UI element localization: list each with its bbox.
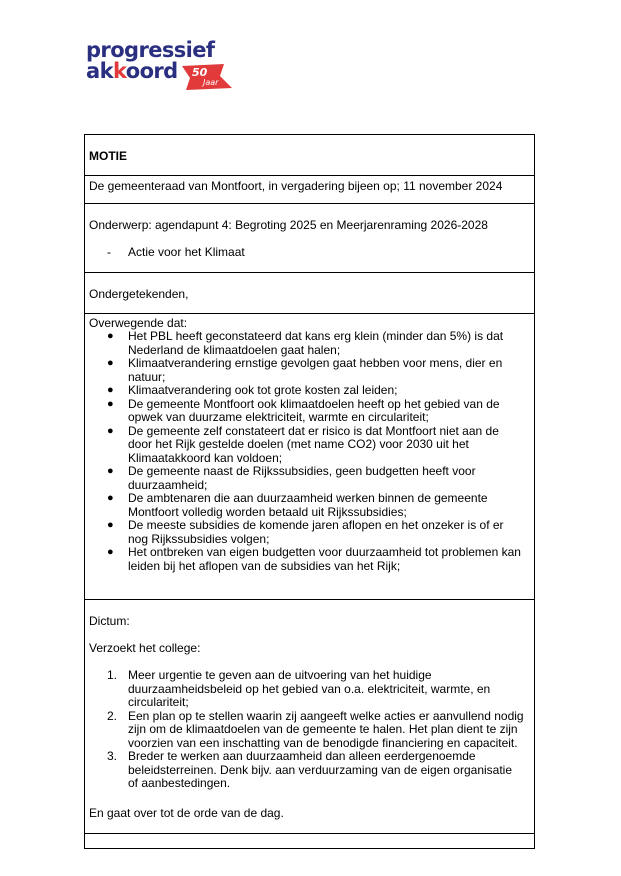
consideration-text: De meeste subsidies de komende jaren aflopen en het onzeker is of er nog Rijkssubsidies volgen; (128, 518, 504, 546)
subject-bullet-marker: - (107, 245, 111, 259)
considering-heading: Overwegende dat: (89, 316, 188, 330)
logo-text-oord: oord (125, 59, 178, 83)
consideration-text: De ambtenaren die aan duurzaamheid werken binnen de gemeente Montfoort volledig worden betaald uit Rijkssubsidies; (128, 491, 488, 519)
logo-text-red-k: k (112, 59, 126, 83)
requests-list (85, 669, 525, 791)
list-item (85, 519, 525, 546)
logo-text-gressief: gressief (124, 38, 215, 62)
request-number: 2. (107, 708, 118, 723)
logo-text-pro: pro (86, 38, 125, 62)
dictum-heading: Dictum: (89, 614, 130, 628)
consideration-text: Het ontbreken van eigen budgetten voor duurzaamheid tot problemen kan leiden bij het aflopen van de subsidies van het Rijk; (128, 545, 521, 573)
list-item (85, 384, 525, 398)
request-text: Een plan op te stellen waarin zij aangeeft welke acties er aanvullend nodig zijn om de klimaatdoelen van de gemeente te halen. Het plan dient te zijn voorzien van een inschatting van de benodigde financiering en capaciteit. (128, 708, 524, 750)
closing-text: En gaat over tot de orde van de dag. (89, 806, 284, 820)
consideration-text: Klimaatverandering ernstige gevolgen gaat hebben voor mens, dier en natuur; (128, 356, 503, 384)
subject-text: Onderwerp: agendapunt 4: Begroting 2025 en Meerjarenraming 2026-2028 (89, 218, 488, 232)
consideration-text: Klimaatverandering ook tot grote kosten zal leiden; (128, 383, 398, 397)
bullet-icon: ● (107, 546, 114, 558)
logo-text-ak: ak (86, 59, 113, 83)
bullet-icon: ● (107, 424, 114, 437)
considerations-row (85, 314, 534, 600)
title-row (85, 135, 534, 176)
list-item (85, 398, 525, 425)
bullet-icon: ● (107, 492, 114, 504)
requests-heading: Verzoekt het college: (89, 641, 201, 655)
subject-row (85, 204, 534, 273)
list-item (85, 465, 525, 492)
empty-row (85, 834, 534, 850)
list-item (85, 669, 525, 710)
logo-line-1 (86, 40, 214, 61)
request-number: 3. (107, 749, 118, 763)
list-item (85, 492, 525, 519)
bullet-icon: ● (107, 519, 114, 531)
signed-text: Ondergetekenden, (89, 287, 189, 301)
bullet-icon: ● (107, 357, 114, 369)
considerations-list (85, 330, 525, 573)
bullet-icon: ● (107, 330, 114, 342)
list-item (85, 330, 525, 357)
request-text: Meer urgentie te geven aan de uitvoering van het huidige duurzaamheidsbeleid op het gebied van o.a. elektriciteit, warmte, en circulariteit; (128, 668, 491, 709)
consideration-text: De gemeente naast de Rijkssubsidies, geen budgetten heeft voor duurzaamheid; (128, 464, 476, 492)
list-item (85, 546, 525, 573)
list-item (85, 750, 525, 791)
consideration-text: De gemeente zelf constateert dat er risico is dat Montfoort niet aan de door het Rijk gestelde doelen (met name CO2) voor 2030 uit het Klimaatakkoord kan voldoen; (128, 423, 499, 465)
motion-title: MOTIE (89, 149, 127, 163)
consideration-text: De gemeente Montfoort ook klimaatdoelen heeft op het gebied van de opwek van duurzame elektriciteit, warmte en circulariteit; (128, 396, 500, 424)
request-text: Breder te werken aan duurzaamheid dan alleen eerdergenoemde beleidsterreinen. Denk bijv. aan verduurzaming van de eigen organisatie of aanbestedingen. (128, 749, 513, 790)
bullet-icon: ● (107, 384, 114, 396)
party-logo (86, 38, 236, 94)
signed-row (85, 273, 534, 314)
consideration-text: Het PBL heeft geconstateerd dat kans erg klein (minder dan 5%) is dat Nederland de klimaatdoelen gaat halen; (128, 329, 504, 357)
list-item (85, 425, 525, 466)
motion-table (84, 134, 535, 849)
council-row (85, 176, 534, 204)
dictum-row (85, 600, 534, 834)
bullet-icon: ● (107, 465, 114, 477)
council-line: De gemeenteraad van Montfoort, in vergadering bijeen op; 11 november 2024 (89, 179, 503, 193)
badge-number: 50 (192, 66, 208, 79)
list-item (85, 357, 525, 384)
list-item (85, 710, 525, 751)
request-number: 1. (107, 668, 118, 682)
badge-text: Jaar (203, 78, 219, 87)
bullet-icon: ● (107, 397, 114, 410)
logo-line-2 (86, 61, 178, 82)
subject-bullet-text: Actie voor het Klimaat (128, 245, 245, 259)
